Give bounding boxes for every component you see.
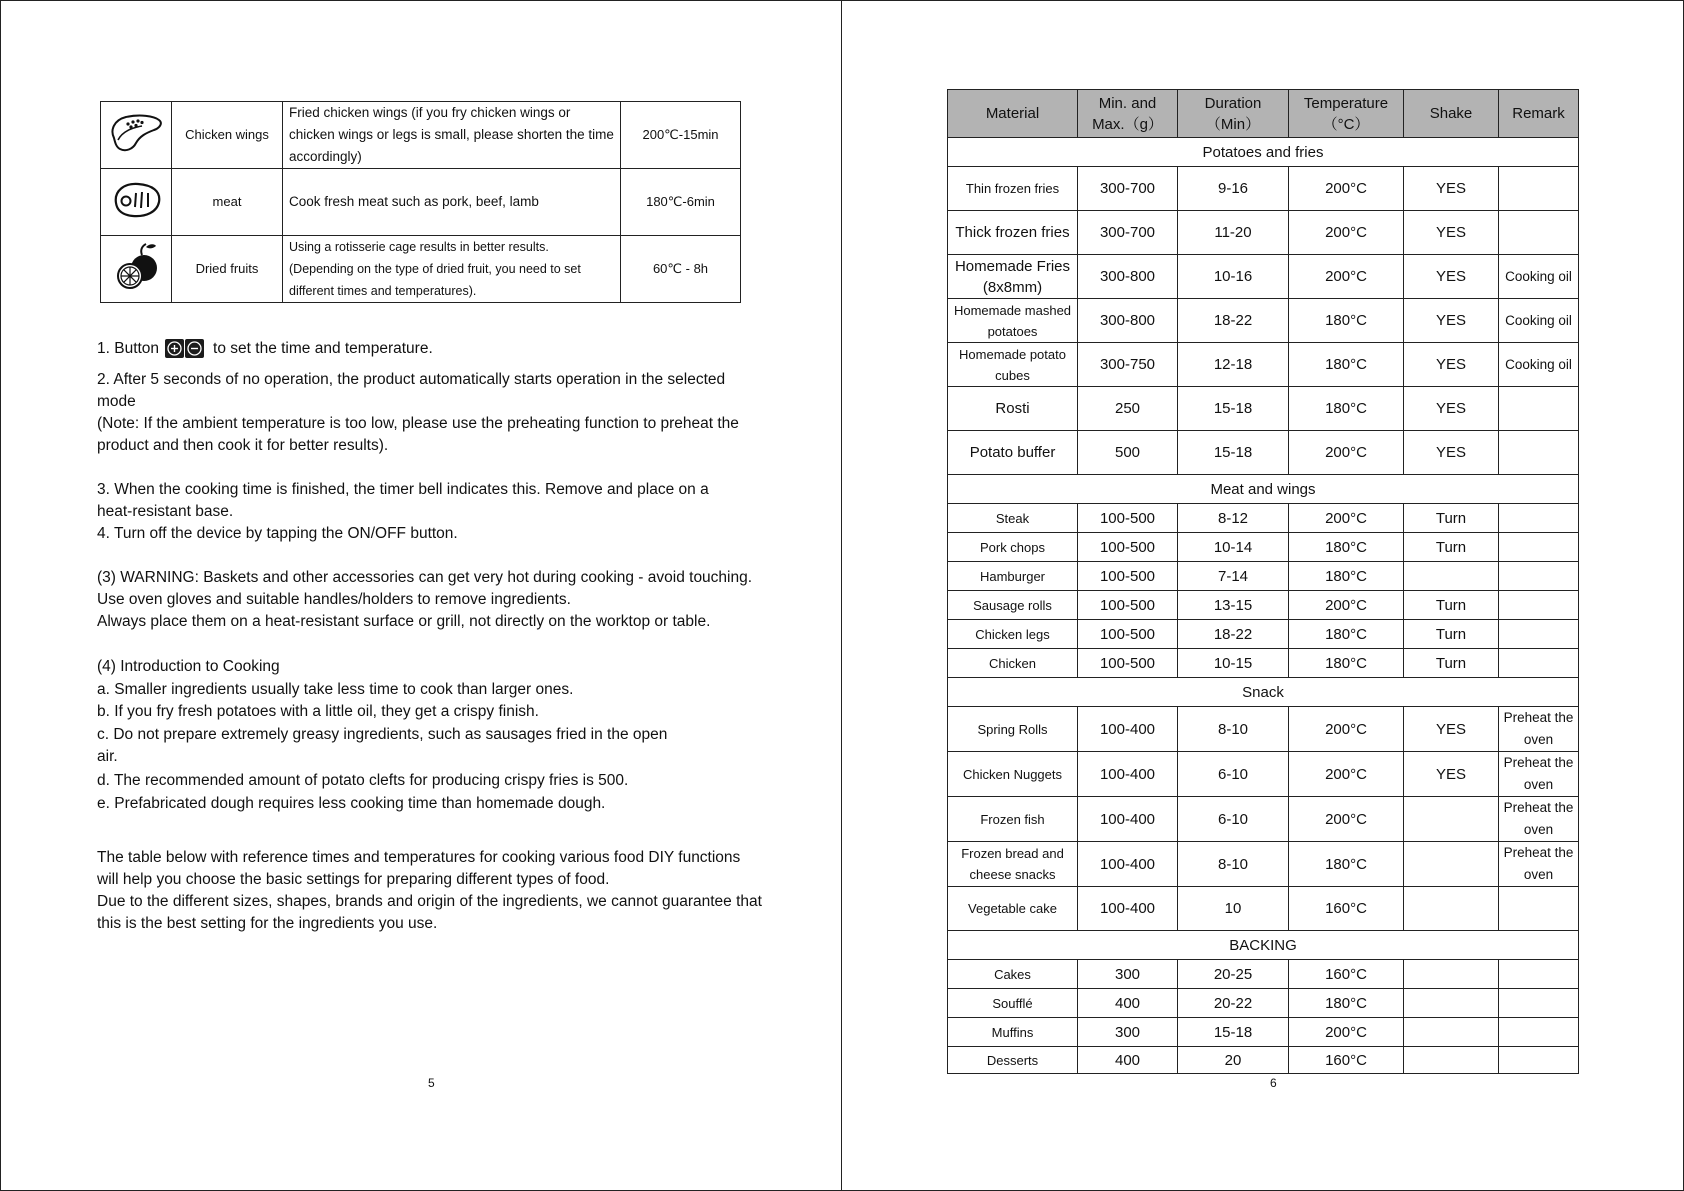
header-text: Temperature [1303, 94, 1389, 112]
plus-minus-buttons [165, 338, 205, 360]
cell-duration: 20-22 [1178, 989, 1289, 1018]
body-line: heat-resistant base. [97, 503, 234, 520]
cell-temperature: 180°C [1289, 842, 1404, 887]
cell-remark [1499, 960, 1579, 989]
table-row [948, 343, 1579, 387]
tip-line: a. Smaller ingredients usually take less time to cook than larger ones. [97, 681, 574, 698]
table-row [948, 752, 1579, 797]
cell-remark: Cooking oil [1499, 299, 1579, 343]
cell-amount: 250 [1078, 387, 1178, 431]
table-row [948, 620, 1579, 649]
cell-amount: 300 [1078, 1018, 1178, 1047]
table-row [948, 533, 1579, 562]
cell-material: Frozen bread and cheese snacks [948, 842, 1078, 887]
cell-remark [1499, 989, 1579, 1018]
cell-duration: 11-20 [1178, 211, 1289, 255]
cell-remark [1499, 1047, 1579, 1074]
tip-line: c. Do not prepare extremely greasy ingredients, such as sausages fried in the open [97, 726, 668, 743]
cell-shake [1404, 1047, 1499, 1074]
cell-amount: 300-750 [1078, 343, 1178, 387]
mode-name: meat [172, 169, 283, 236]
step-1-text: 1. Button [97, 340, 160, 358]
body-line: The table below with reference times and temperatures for cooking various food DIY functions [97, 849, 741, 866]
cell-temperature: 160°C [1289, 1047, 1404, 1074]
cell-duration: 8-10 [1178, 842, 1289, 887]
cell-remark: Preheat the oven [1499, 707, 1579, 752]
cell-duration: 15-18 [1178, 387, 1289, 431]
cell-shake [1404, 960, 1499, 989]
mode-setting: 60℃ - 8h [621, 236, 741, 303]
cell-amount: 100-400 [1078, 842, 1178, 887]
table-row [948, 591, 1579, 620]
cell-material: Hamburger [948, 562, 1078, 591]
cell-duration: 15-18 [1178, 431, 1289, 475]
table-row [948, 1047, 1579, 1074]
body-line: Due to the different sizes, shapes, brands and origin of the ingredients, we cannot guarantee that [97, 893, 762, 910]
header-duration [1178, 90, 1289, 138]
instruction-step-1 [97, 338, 433, 360]
cell-material: Chicken Nuggets [948, 752, 1078, 797]
header-text: Duration [1204, 94, 1262, 112]
cell-amount: 100-500 [1078, 562, 1178, 591]
warning-line: Use oven gloves and suitable handles/holders to remove ingredients. [97, 591, 571, 608]
table-row [948, 707, 1579, 752]
cell-amount: 100-400 [1078, 887, 1178, 931]
page-number: 5 [428, 1076, 435, 1090]
cell-material: Desserts [948, 1047, 1078, 1074]
cell-temperature: 200°C [1289, 211, 1404, 255]
cell-temperature: 180°C [1289, 620, 1404, 649]
cell-remark [1499, 887, 1579, 931]
table-row [948, 299, 1579, 343]
cell-remark [1499, 167, 1579, 211]
cell-material: Rosti [948, 387, 1078, 431]
header-text: Min. and [1098, 94, 1157, 112]
cell-shake [1404, 989, 1499, 1018]
cell-amount: 300-700 [1078, 167, 1178, 211]
cell-material: Potato buffer [948, 431, 1078, 475]
table-row [101, 102, 741, 169]
tip-line: e. Prefabricated dough requires less cooking time than homemade dough. [97, 795, 606, 812]
mode-name: Dried fruits [172, 236, 283, 303]
cell-shake: Turn [1404, 620, 1499, 649]
cell-shake [1404, 1018, 1499, 1047]
cell-shake: YES [1404, 707, 1499, 752]
cell-duration: 10 [1178, 887, 1289, 931]
table-row [948, 842, 1579, 887]
cell-amount: 100-500 [1078, 591, 1178, 620]
cell-temperature: 180°C [1289, 299, 1404, 343]
dried-fruits-icon [101, 236, 172, 303]
header-temperature [1289, 90, 1404, 138]
cell-shake: YES [1404, 387, 1499, 431]
cell-remark [1499, 620, 1579, 649]
cell-material: Spring Rolls [948, 707, 1078, 752]
cell-shake: YES [1404, 299, 1499, 343]
section-title: BACKING [948, 931, 1579, 960]
cell-duration: 9-16 [1178, 167, 1289, 211]
cell-material: Cakes [948, 960, 1078, 989]
cell-temperature: 160°C [1289, 887, 1404, 931]
cell-remark [1499, 649, 1579, 678]
cell-material: Sausage rolls [948, 591, 1078, 620]
cell-material: Thin frozen fries [948, 167, 1078, 211]
cell-temperature: 200°C [1289, 707, 1404, 752]
table-row [948, 167, 1579, 211]
cell-duration: 13-15 [1178, 591, 1289, 620]
cell-duration: 10-15 [1178, 649, 1289, 678]
table-row [948, 255, 1579, 299]
cell-amount: 100-500 [1078, 620, 1178, 649]
section-title: Meat and wings [948, 475, 1579, 504]
cell-temperature: 180°C [1289, 533, 1404, 562]
cell-amount: 300 [1078, 960, 1178, 989]
mode-setting: 180℃-6min [621, 169, 741, 236]
body-line: product and then cook it for better results). [97, 437, 389, 454]
cell-duration: 10-16 [1178, 255, 1289, 299]
cell-duration: 20 [1178, 1047, 1289, 1074]
cell-temperature: 200°C [1289, 431, 1404, 475]
cell-material: Muffins [948, 1018, 1078, 1047]
cell-temperature: 200°C [1289, 797, 1404, 842]
cell-remark [1499, 591, 1579, 620]
body-line: 3. When the cooking time is finished, the timer bell indicates this. Remove and place on a [97, 481, 709, 498]
table-row [948, 431, 1579, 475]
tip-line: air. [97, 748, 118, 765]
section-heading: (4) Introduction to Cooking [97, 658, 280, 675]
cell-material: Pork chops [948, 533, 1078, 562]
cell-shake: YES [1404, 431, 1499, 475]
cell-remark: Preheat the oven [1499, 842, 1579, 887]
section-row [948, 678, 1579, 707]
cell-shake [1404, 887, 1499, 931]
cell-shake: YES [1404, 752, 1499, 797]
cell-material: Homemade Fries (8x8mm) [948, 255, 1078, 299]
cell-duration: 7-14 [1178, 562, 1289, 591]
cell-temperature: 200°C [1289, 591, 1404, 620]
cell-shake: Turn [1404, 504, 1499, 533]
header-row [948, 90, 1579, 138]
meat-icon [101, 169, 172, 236]
tip-line: d. The recommended amount of potato clefts for producing crispy fries is 500. [97, 772, 629, 789]
body-line: 4. Turn off the device by tapping the ON/OFF button. [97, 525, 458, 542]
cell-material: Steak [948, 504, 1078, 533]
cell-duration: 6-10 [1178, 797, 1289, 842]
section-row [948, 138, 1579, 167]
cell-shake: Turn [1404, 533, 1499, 562]
cell-remark: Preheat the oven [1499, 752, 1579, 797]
cell-temperature: 180°C [1289, 562, 1404, 591]
cell-amount: 500 [1078, 431, 1178, 475]
cell-remark [1499, 431, 1579, 475]
cell-temperature: 180°C [1289, 649, 1404, 678]
cell-temperature: 180°C [1289, 387, 1404, 431]
cell-duration: 8-12 [1178, 504, 1289, 533]
cell-remark: Cooking oil [1499, 255, 1579, 299]
table-row [948, 387, 1579, 431]
cooking-mode-table [100, 101, 741, 303]
cell-duration: 15-18 [1178, 1018, 1289, 1047]
body-line: this is the best setting for the ingredients you use. [97, 915, 438, 932]
cell-remark [1499, 562, 1579, 591]
cell-duration: 18-22 [1178, 620, 1289, 649]
header-text: （°C） [1322, 115, 1370, 133]
cell-amount: 300-800 [1078, 299, 1178, 343]
cell-temperature: 180°C [1289, 343, 1404, 387]
body-line: mode [97, 393, 136, 410]
cell-material: Soufflé [948, 989, 1078, 1018]
cell-duration: 18-22 [1178, 299, 1289, 343]
cell-material: Homemade mashed potatoes [948, 299, 1078, 343]
cell-amount: 400 [1078, 989, 1178, 1018]
plus-icon [165, 339, 184, 358]
table-row [948, 960, 1579, 989]
cell-duration: 10-14 [1178, 533, 1289, 562]
mode-setting: 200℃-15min [621, 102, 741, 169]
table-row [948, 649, 1579, 678]
cell-temperature: 200°C [1289, 167, 1404, 211]
page-number: 6 [1270, 1076, 1277, 1090]
cell-duration: 20-25 [1178, 960, 1289, 989]
cell-temperature: 180°C [1289, 989, 1404, 1018]
cell-amount: 100-400 [1078, 797, 1178, 842]
cell-duration: 8-10 [1178, 707, 1289, 752]
cell-remark: Preheat the oven [1499, 797, 1579, 842]
cell-material: Thick frozen fries [948, 211, 1078, 255]
tip-line: b. If you fry fresh potatoes with a little oil, they get a crispy finish. [97, 703, 539, 720]
cell-shake: Turn [1404, 591, 1499, 620]
cell-material: Chicken [948, 649, 1078, 678]
cell-amount: 100-500 [1078, 533, 1178, 562]
cell-shake [1404, 797, 1499, 842]
chicken-wing-icon [101, 102, 172, 169]
cell-duration: 12-18 [1178, 343, 1289, 387]
header-min-max [1078, 90, 1178, 138]
cell-shake: YES [1404, 211, 1499, 255]
cell-remark [1499, 387, 1579, 431]
table-row [948, 989, 1579, 1018]
table-row [101, 169, 741, 236]
cell-remark: Cooking oil [1499, 343, 1579, 387]
cell-temperature: 200°C [1289, 752, 1404, 797]
body-line: will help you choose the basic settings for preparing different types of food. [97, 871, 610, 888]
mode-description: Fried chicken wings (if you fry chicken wings or chicken wings or legs is small, please shorten the time accordingly) [283, 102, 621, 169]
section-title: Potatoes and fries [948, 138, 1579, 167]
warning-line: (3) WARNING: Baskets and other accessories can get very hot during cooking - avoid touching. [97, 569, 753, 586]
cell-amount: 100-500 [1078, 649, 1178, 678]
cell-material: Chicken legs [948, 620, 1078, 649]
cell-shake: YES [1404, 343, 1499, 387]
cell-shake: Turn [1404, 649, 1499, 678]
cell-remark [1499, 504, 1579, 533]
body-line: (Note: If the ambient temperature is too low, please use the preheating function to preheat the [97, 415, 739, 432]
table-row [101, 236, 741, 303]
cell-shake: YES [1404, 167, 1499, 211]
table-row [948, 797, 1579, 842]
cooking-reference-table [947, 89, 1579, 1074]
body-line: 2. After 5 seconds of no operation, the product automatically starts operation in the selected [97, 371, 726, 388]
table-row [948, 1018, 1579, 1047]
cell-amount: 300-700 [1078, 211, 1178, 255]
section-row [948, 475, 1579, 504]
header-text: Max.（g） [1092, 115, 1163, 133]
table-row [948, 211, 1579, 255]
cell-remark [1499, 211, 1579, 255]
cell-material: Vegetable cake [948, 887, 1078, 931]
section-title: Snack [948, 678, 1579, 707]
cell-temperature: 200°C [1289, 1018, 1404, 1047]
cell-duration: 6-10 [1178, 752, 1289, 797]
cell-amount: 100-500 [1078, 504, 1178, 533]
mode-name: Chicken wings [172, 102, 283, 169]
step-1-text-after: to set the time and temperature. [213, 340, 433, 358]
cell-temperature: 160°C [1289, 960, 1404, 989]
header-material: Material [948, 90, 1078, 138]
cell-remark [1499, 533, 1579, 562]
cell-shake [1404, 562, 1499, 591]
table-row [948, 887, 1579, 931]
cell-material: Homemade potato cubes [948, 343, 1078, 387]
mode-description: Using a rotisserie cage results in better results. (Depending on the type of dried fruit, you need to set different times and temperatures). [283, 236, 621, 303]
header-shake: Shake [1404, 90, 1499, 138]
cell-shake: YES [1404, 255, 1499, 299]
warning-line: Always place them on a heat-resistant surface or grill, not directly on the worktop or table. [97, 613, 711, 630]
cell-amount: 100-400 [1078, 707, 1178, 752]
cell-amount: 100-400 [1078, 752, 1178, 797]
minus-icon [185, 339, 204, 358]
cell-temperature: 200°C [1289, 255, 1404, 299]
mode-description: Cook fresh meat such as pork, beef, lamb [283, 169, 621, 236]
cell-shake [1404, 842, 1499, 887]
header-text: （Min） [1205, 115, 1261, 133]
section-row [948, 931, 1579, 960]
table-row [948, 562, 1579, 591]
cell-material: Frozen fish [948, 797, 1078, 842]
cell-temperature: 200°C [1289, 504, 1404, 533]
cell-amount: 400 [1078, 1047, 1178, 1074]
cell-amount: 300-800 [1078, 255, 1178, 299]
table-row [948, 504, 1579, 533]
cell-remark [1499, 1018, 1579, 1047]
header-remark: Remark [1499, 90, 1579, 138]
